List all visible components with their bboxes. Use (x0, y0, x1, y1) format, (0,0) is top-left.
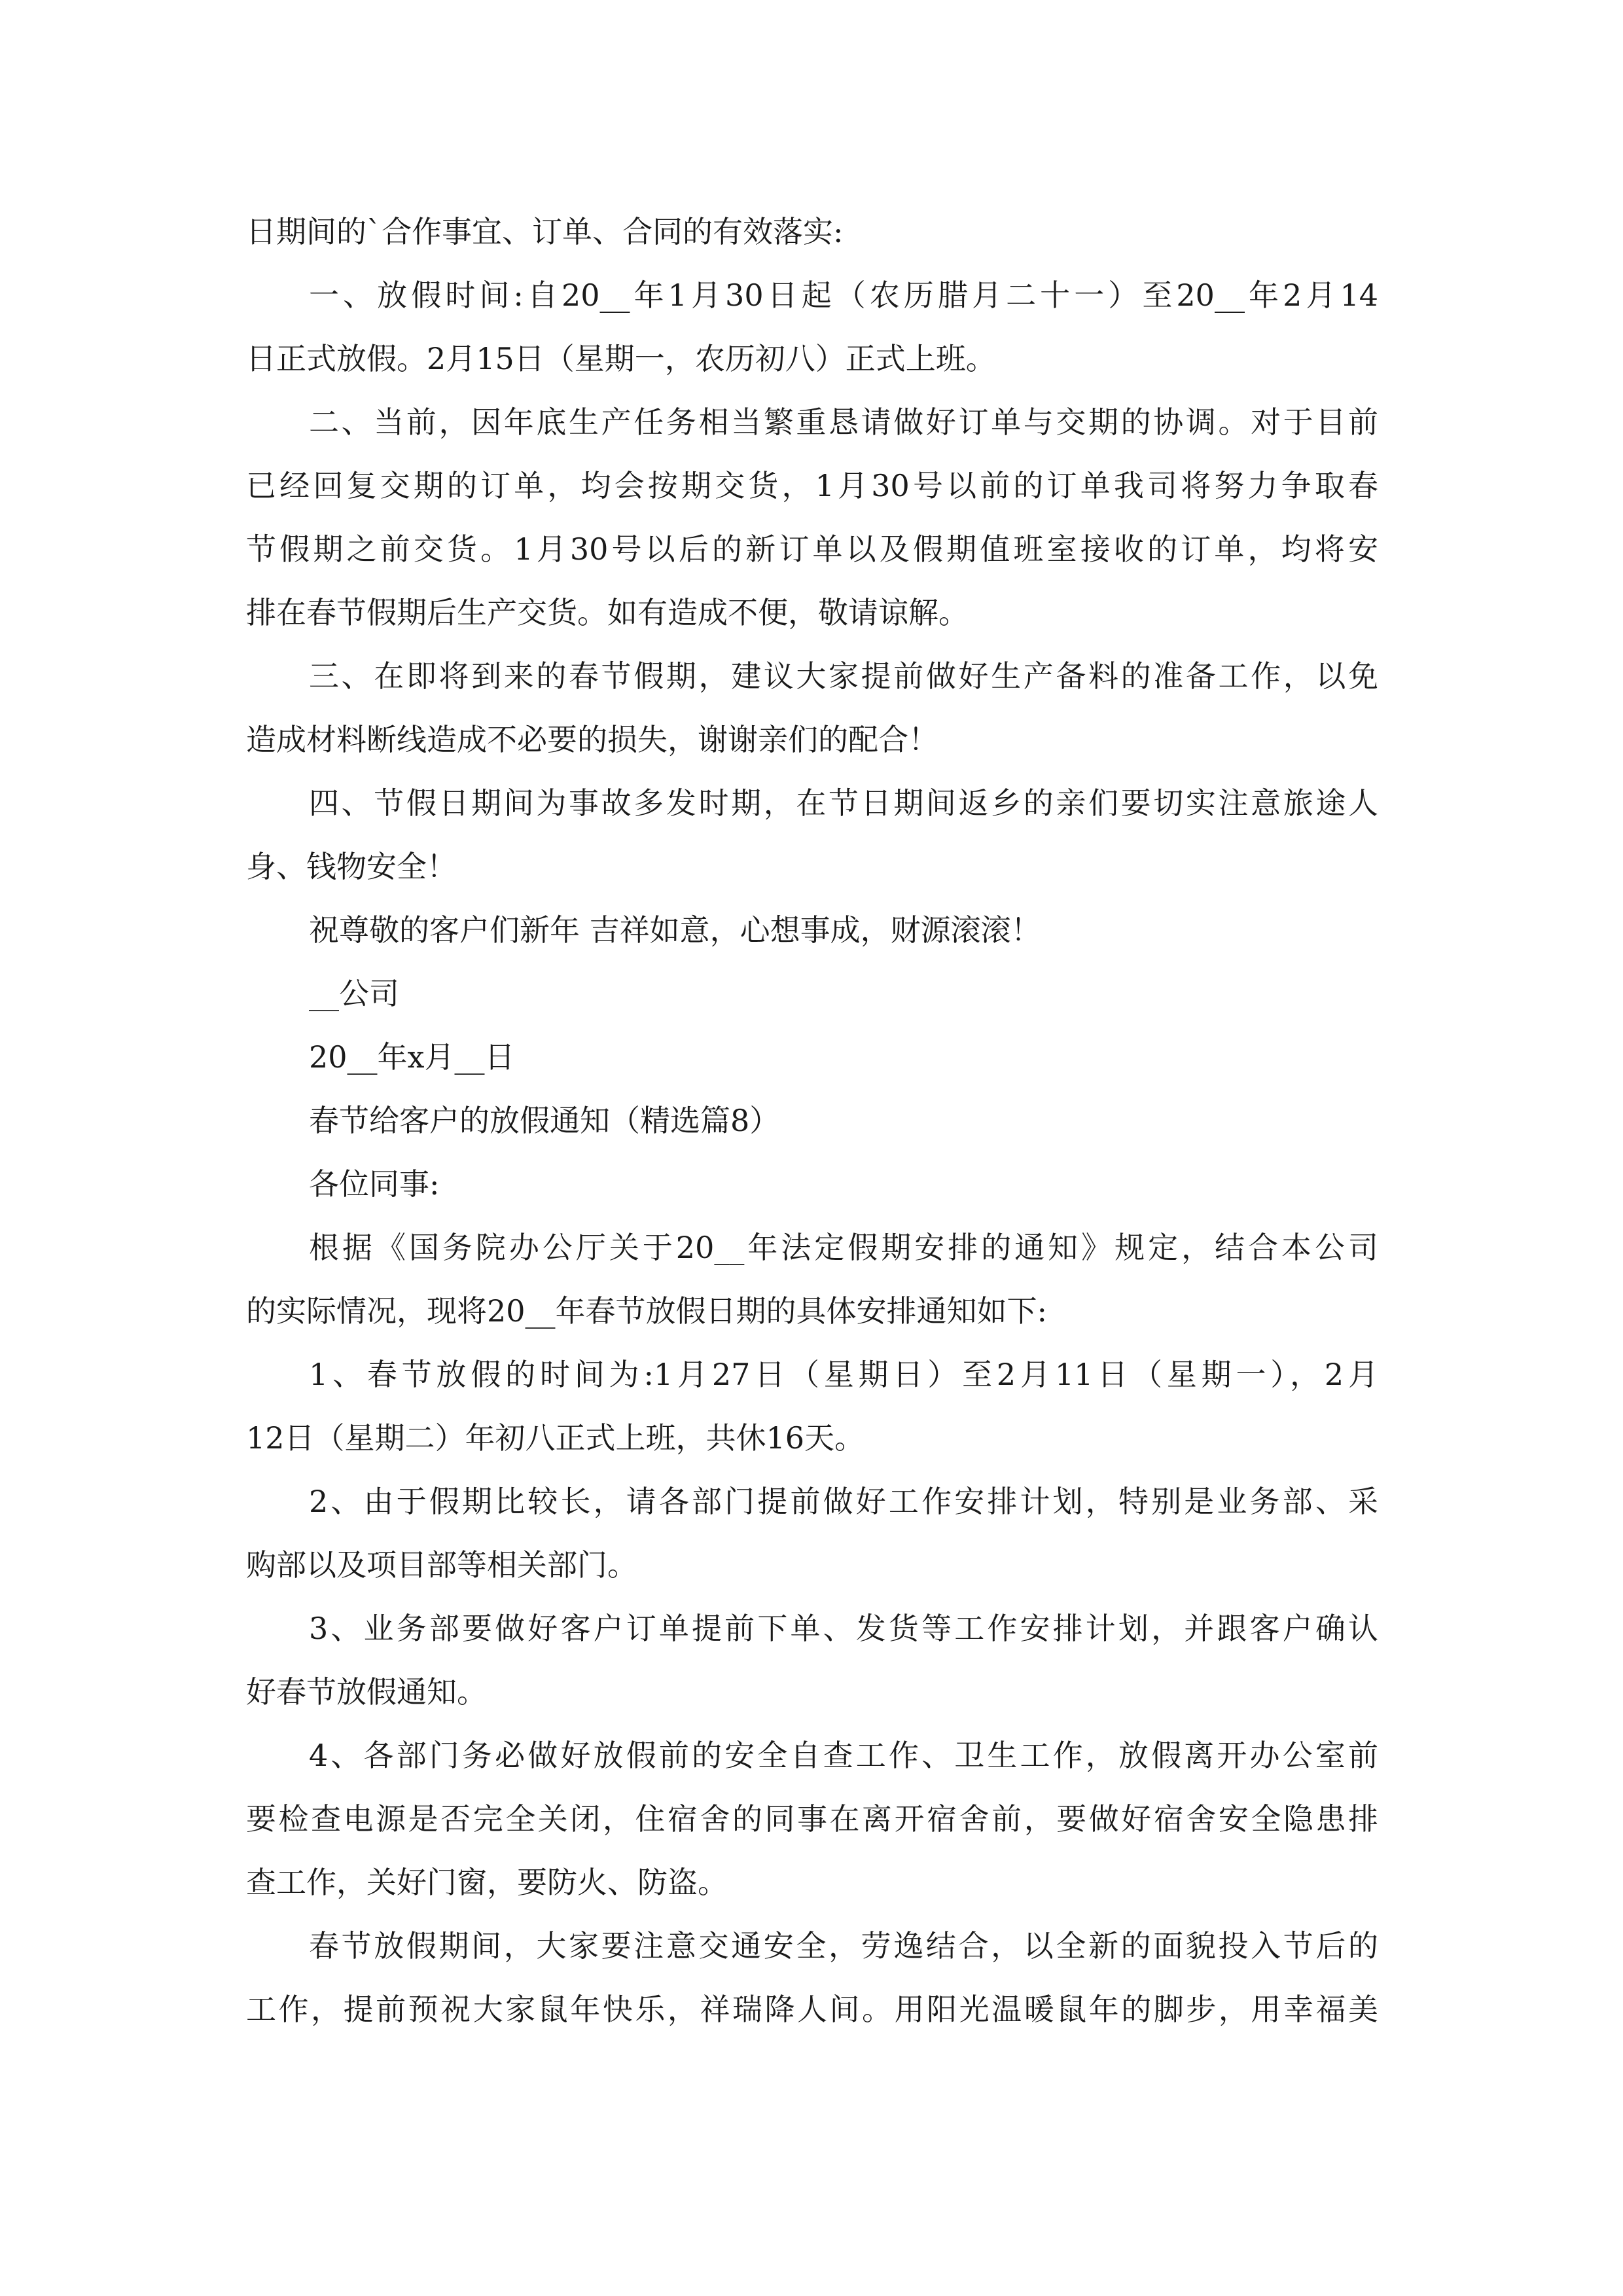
text-line: 排在春节假期后生产交货。如有造成不便，敬请谅解。 (246, 595, 969, 630)
text-line: 根据《国务院办公厅关于20__年法定假期安排的通知》规定，结合本公司 (309, 1230, 1378, 1265)
text-line: 已经回复交期的订单，均会按期交货，1月30号以前的订单我司将努力争取春 (246, 468, 1378, 503)
text-line: 工作，提前预祝大家鼠年快乐，祥瑞降人间。用阳光温暖鼠年的脚步，用幸福美 (246, 1992, 1378, 2027)
text-line: 四、节假日期间为事故多发时期，在节日期间返乡的亲们要切实注意旅途人 (309, 785, 1378, 821)
text-line: 1、春节放假的时间为:1月27日（星期日）至2月11日（星期一），2月 (309, 1357, 1378, 1392)
text-line: 12日（星期二）年初八正式上班，共休16天。 (246, 1420, 865, 1456)
text-line: __公司 (309, 976, 399, 1011)
text-line: 春节放假期间，大家要注意交通安全，劳逸结合，以全新的面貌投入节后的 (309, 1928, 1378, 1964)
text-line: 春节给客户的放假通知（精选篇8） (309, 1103, 780, 1138)
text-line: 3、业务部要做好客户订单提前下单、发货等工作安排计划，并跟客户确认 (309, 1611, 1378, 1646)
text-line: 造成材料断线造成不必要的损失，谢谢亲们的配合！ (246, 722, 938, 757)
text-line: 查工作，关好门窗，要防火、防盗。 (246, 1865, 728, 1900)
text-line: 二、当前，因年底生产任务相当繁重恳请做好订单与交期的协调。对于目前 (309, 404, 1378, 440)
text-line: 20__年x月__日 (309, 1039, 515, 1075)
text-line: 身、钱物安全！ (246, 849, 457, 884)
text-line: 一、放假时间:自20__年1月30日起（农历腊月二十一）至20__年2月14 (309, 278, 1378, 313)
document-body (246, 200, 1378, 2041)
text-line: 日期间的`合作事宜、订单、合同的有效落实: (246, 214, 844, 249)
text-line: 祝尊敬的客户们新年 吉祥如意，心想事成，财源滚滚！ (309, 912, 1041, 948)
text-line: 4、各部门务必做好放假前的安全自查工作、卫生工作，放假离开办公室前 (309, 1738, 1378, 1773)
text-line: 三、在即将到来的春节假期，建议大家提前做好生产备料的准备工作，以免 (309, 658, 1378, 694)
text-line: 好春节放假通知。 (246, 1674, 487, 1710)
text-line: 日正式放假。2月15日（星期一，农历初八）正式上班。 (246, 341, 996, 376)
text-line: 要检查电源是否完全关闭，住宿舍的同事在离开宿舍前，要做好宿舍安全隐患排 (246, 1801, 1378, 1837)
text-lines (246, 200, 1378, 2041)
text-line: 各位同事: (309, 1166, 440, 1202)
text-line: 购部以及项目部等相关部门。 (246, 1547, 637, 1583)
text-line: 节假期之前交货。1月30号以后的新订单以及假期值班室接收的订单，均将安 (246, 531, 1378, 567)
text-line: 的实际情况，现将20__年春节放假日期的具体安排通知如下: (246, 1293, 1048, 1329)
text-line: 2、由于假期比较长，请各部门提前做好工作安排计划，特别是业务部、采 (309, 1484, 1378, 1519)
